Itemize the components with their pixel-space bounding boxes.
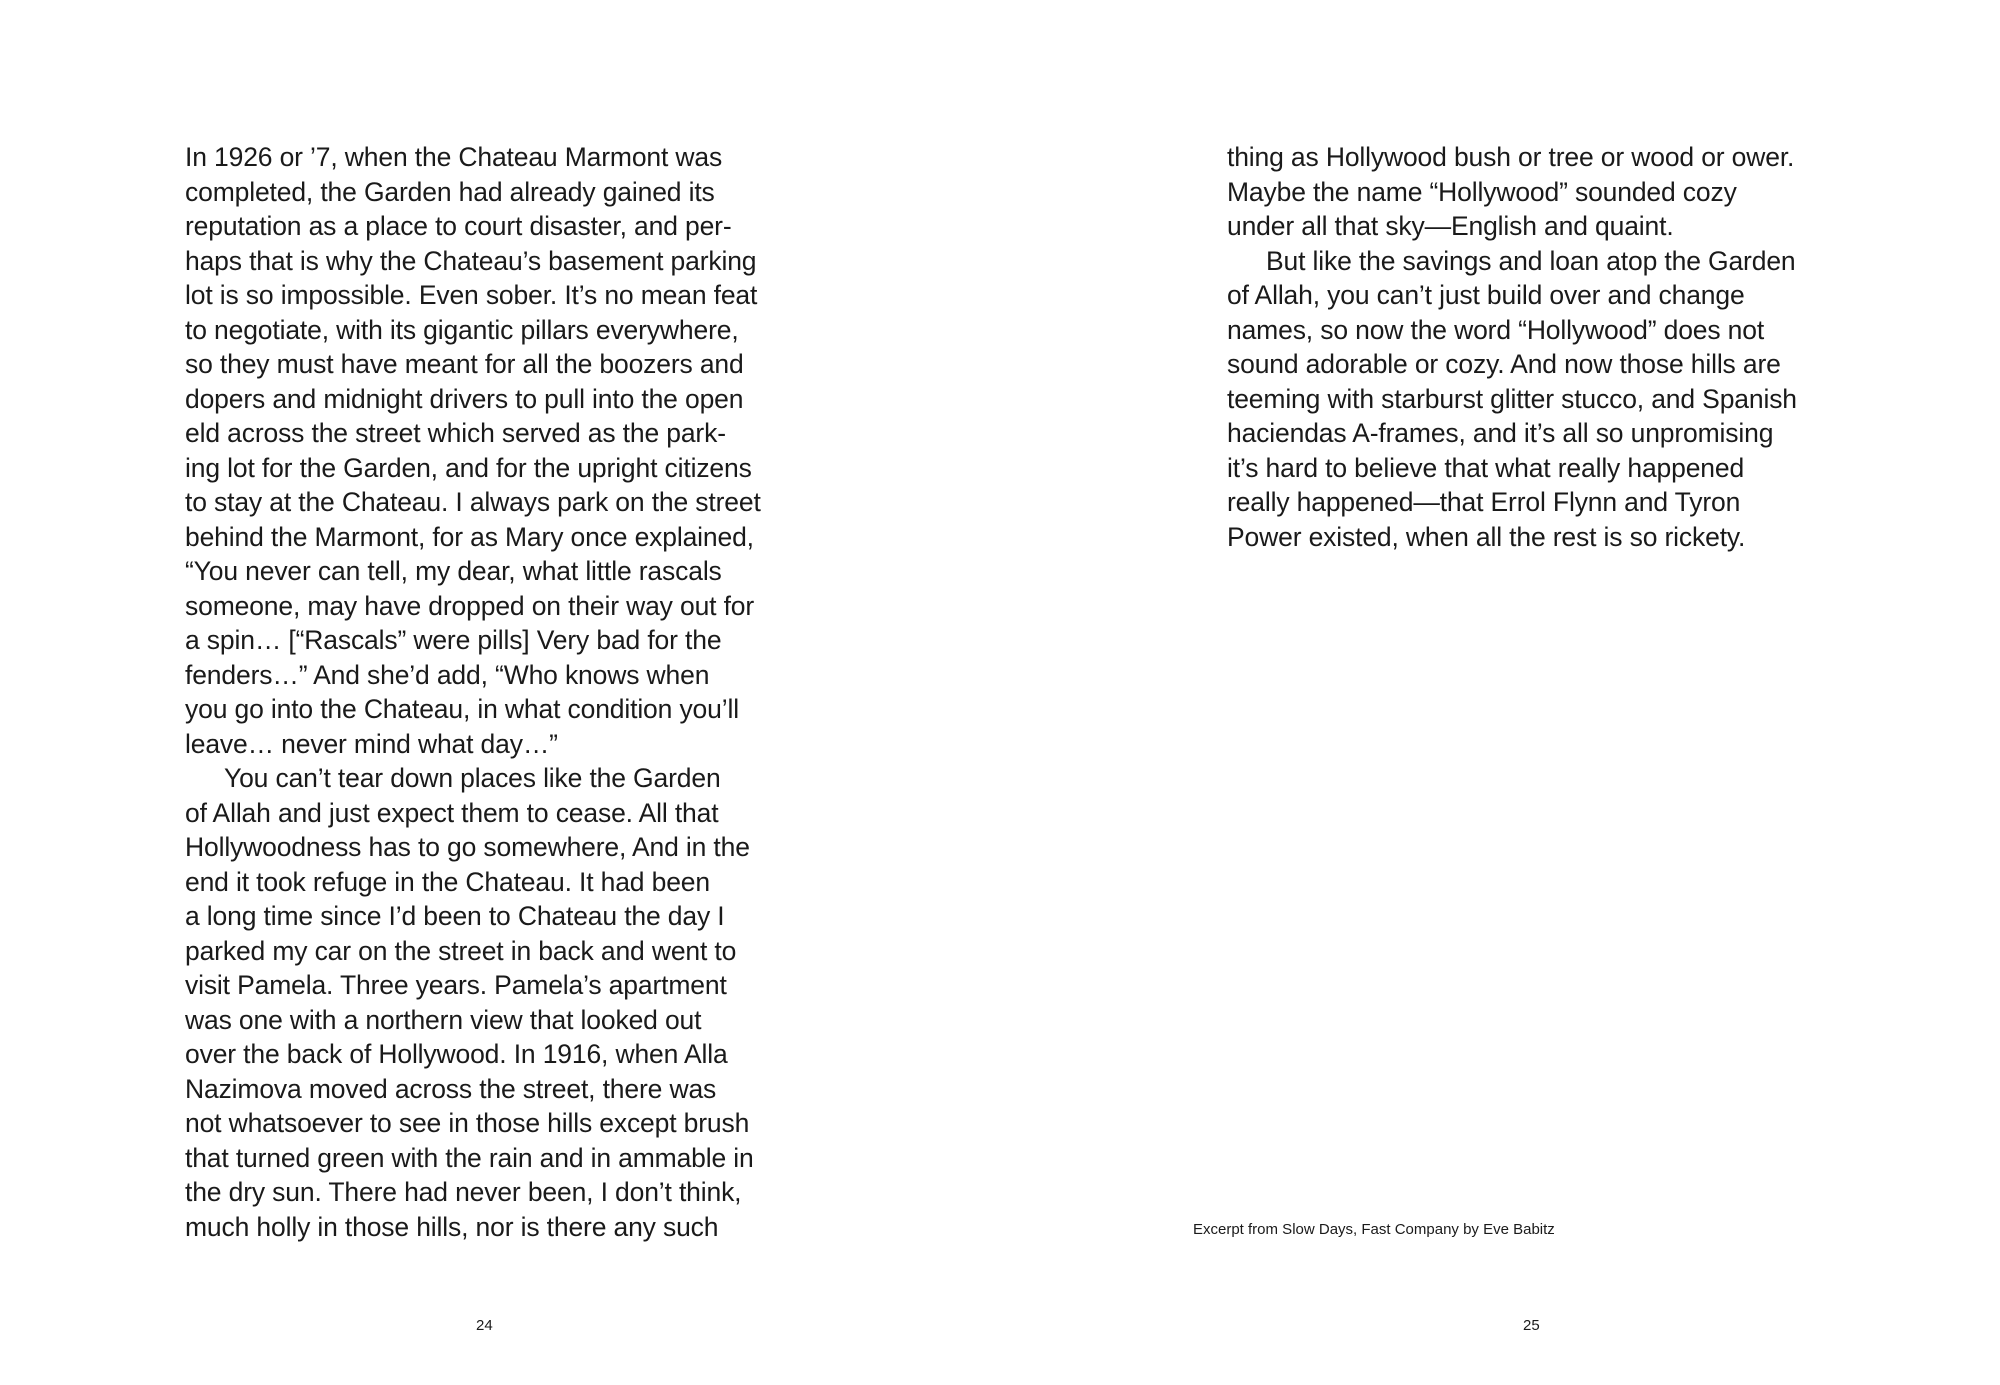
text-line: names, so now the word “Hollywood” does not bbox=[1227, 314, 1765, 345]
text-line: that turned green with the rain and in ammable in bbox=[185, 1142, 754, 1173]
text-line: thing as Hollywood bush or tree or wood or ower. bbox=[1227, 142, 1795, 172]
page-number-right: 25 bbox=[1523, 1317, 1540, 1334]
text-line: a spin… [“Rascals” were pills] Very bad for the bbox=[185, 625, 722, 655]
paragraph-start-line: But like the savings and loan atop the Garden bbox=[1266, 245, 1796, 276]
text-line: dopers and midnight drivers to pull into the open bbox=[185, 383, 744, 414]
text-line: Maybe the name “Hollywood” sounded cozy bbox=[1227, 176, 1737, 207]
text-line: “You never can tell, my dear, what little rascals bbox=[185, 556, 722, 586]
text-line: Nazimova moved across the street, there was bbox=[185, 1073, 717, 1104]
text-line: eld across the street which served as the park- bbox=[185, 418, 726, 448]
paragraph-start-line: You can’t tear down places like the Garden bbox=[224, 763, 721, 793]
text-line: over the back of Hollywood. In 1916, when Alla bbox=[185, 1039, 728, 1069]
text-line: teeming with starburst glitter stucco, and Spanish bbox=[1227, 383, 1797, 414]
text-line: of Allah and just expect them to cease. All that bbox=[185, 797, 719, 828]
text-line: In 1926 or ’7, when the Chateau Marmont was bbox=[185, 142, 723, 172]
text-line: leave… never mind what day…” bbox=[185, 728, 558, 759]
text-line: to negotiate, with its gigantic pillars everywhere, bbox=[185, 314, 739, 345]
left-body-text bbox=[185, 140, 795, 1244]
text-line: Hollywoodness has to go somewhere, And in the bbox=[185, 832, 750, 862]
text-line: parked my car on the street in back and went to bbox=[185, 935, 737, 966]
text-line: haps that is why the Chateau’s basement parking bbox=[185, 245, 757, 276]
text-line: lot is so impossible. Even sober. It’s no mean feat bbox=[185, 280, 758, 310]
text-line: the dry sun. There had never been, I don’t think, bbox=[185, 1177, 742, 1207]
text-line: was one with a northern view that looked out bbox=[185, 1004, 702, 1035]
right-page bbox=[1000, 0, 2000, 1385]
excerpt-credit: Excerpt from Slow Days, Fast Company by Eve Babitz bbox=[1193, 1221, 1555, 1238]
text-line: really happened—that Errol Flynn and Tyron bbox=[1227, 487, 1741, 517]
text-line: haciendas A-frames, and it’s all so unpromising bbox=[1227, 418, 1774, 448]
text-line: sound adorable or cozy. And now those hills are bbox=[1227, 349, 1781, 379]
text-line: reputation as a place to court disaster, and per- bbox=[185, 211, 732, 241]
text-line: a long time since I’d been to Chateau the day I bbox=[185, 901, 725, 931]
text-line: completed, the Garden had already gained its bbox=[185, 176, 715, 207]
text-line: someone, may have dropped on their way out for bbox=[185, 590, 755, 621]
text-line: of Allah, you can’t just build over and change bbox=[1227, 280, 1745, 310]
text-line: under all that sky—English and quaint. bbox=[1227, 211, 1674, 241]
text-line: much holly in those hills, nor is there any such bbox=[185, 1211, 719, 1242]
text-line: you go into the Chateau, in what condition you’ll bbox=[185, 694, 739, 724]
text-line: not whatsoever to see in those hills except brush bbox=[185, 1108, 750, 1138]
page-number-left: 24 bbox=[476, 1317, 493, 1334]
text-line: Power existed, when all the rest is so rickety. bbox=[1227, 521, 1746, 552]
text-line: it’s hard to believe that what really happened bbox=[1227, 452, 1745, 483]
text-line: to stay at the Chateau. I always park on the street bbox=[185, 487, 761, 517]
text-line: so they must have meant for all the boozers and bbox=[185, 349, 744, 379]
text-line: visit Pamela. Three years. Pamela’s apartment bbox=[185, 970, 727, 1000]
text-line: end it took refuge in the Chateau. It had been bbox=[185, 866, 710, 897]
text-line: behind the Marmont, for as Mary once explained, bbox=[185, 521, 754, 552]
text-line: ing lot for the Garden, and for the upright citizens bbox=[185, 452, 752, 483]
text-line: fenders…” And she’d add, “Who knows when bbox=[185, 659, 710, 690]
right-body-text bbox=[1227, 140, 1837, 554]
